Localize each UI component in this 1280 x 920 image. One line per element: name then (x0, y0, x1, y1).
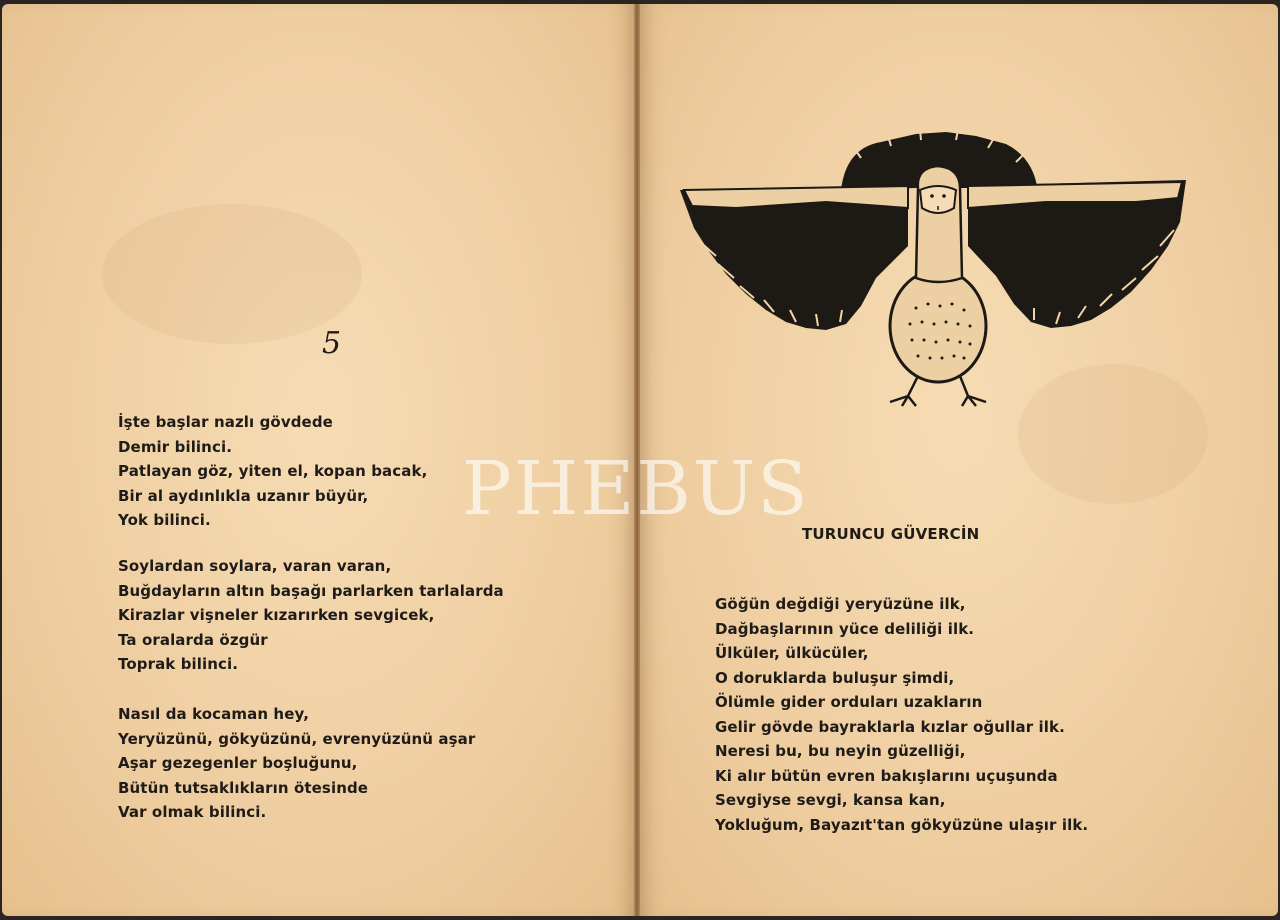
poem-line: Ki alır bütün evren bakışlarını uçuşunda (715, 766, 1058, 785)
poem-line: İşte başlar nazlı gövdede (118, 413, 333, 431)
poem-line: Toprak bilinci. (118, 655, 239, 673)
poem-line: O doruklarda buluşur şimdi, (715, 668, 955, 687)
poem-line: Yeryüzünü, gökyüzünü, evrenyüzünü aşar (118, 729, 476, 748)
poem-line: Neresi bu, bu neyin güzelliği, (715, 742, 966, 760)
poem-line: Var olmak bilinci. (118, 803, 267, 821)
poem-line: Nasıl da kocaman hey, (118, 705, 309, 723)
page-number: 5 (322, 326, 342, 361)
poem-line: Göğün değdiği yeryüzüne ilk, (715, 595, 966, 613)
winged-woman-bird-icon (676, 128, 1190, 414)
poem-line: Ülküler, ülkücüler, (715, 644, 869, 662)
poem-line: Aşar gezegenler boşluğunu, (118, 754, 358, 772)
poem-line: Dağbaşlarının yüce deliliği ilk. (715, 619, 975, 638)
watermark: PHEBUS (462, 446, 810, 532)
poem-line: Patlayan göz, yiten el, kopan bacak, (118, 462, 428, 480)
poem-line: Bir al aydınlıkla uzanır büyür, (118, 486, 369, 505)
poem-line: Ölümle gider orduları uzakların (715, 693, 983, 711)
poem-line: Yokluğum, Bayazıt'tan gökyüzüne ulaşır ilk. (715, 815, 1089, 834)
poem-line: Gelir gövde bayraklarla kızlar oğullar ilk. (715, 717, 1065, 736)
poem-body (715, 592, 1088, 837)
paper-stain (102, 204, 362, 344)
poem-line: Demir bilinci. (118, 437, 232, 456)
poem-line: Kirazlar vişneler kızarırken sevgicek, (118, 606, 435, 624)
poem-title: TURUNCU GÜVERCİN (802, 525, 980, 543)
poem-line: Sevgiyse sevgi, kansa kan, (715, 791, 946, 809)
poem-line: Yok bilinci. (118, 511, 211, 529)
poem-line: Soylardan soylara, varan varan, (118, 557, 392, 575)
poem-line: Buğdayların altın başağı parlarken tarlalarda (118, 581, 504, 600)
poem-line: Bütün tutsaklıkların ötesinde (118, 778, 369, 797)
stanza-3 (118, 702, 475, 825)
stanza-2 (118, 554, 504, 677)
stanza-1 (118, 410, 427, 533)
poem-line: Ta oralarda özgür (118, 630, 268, 649)
